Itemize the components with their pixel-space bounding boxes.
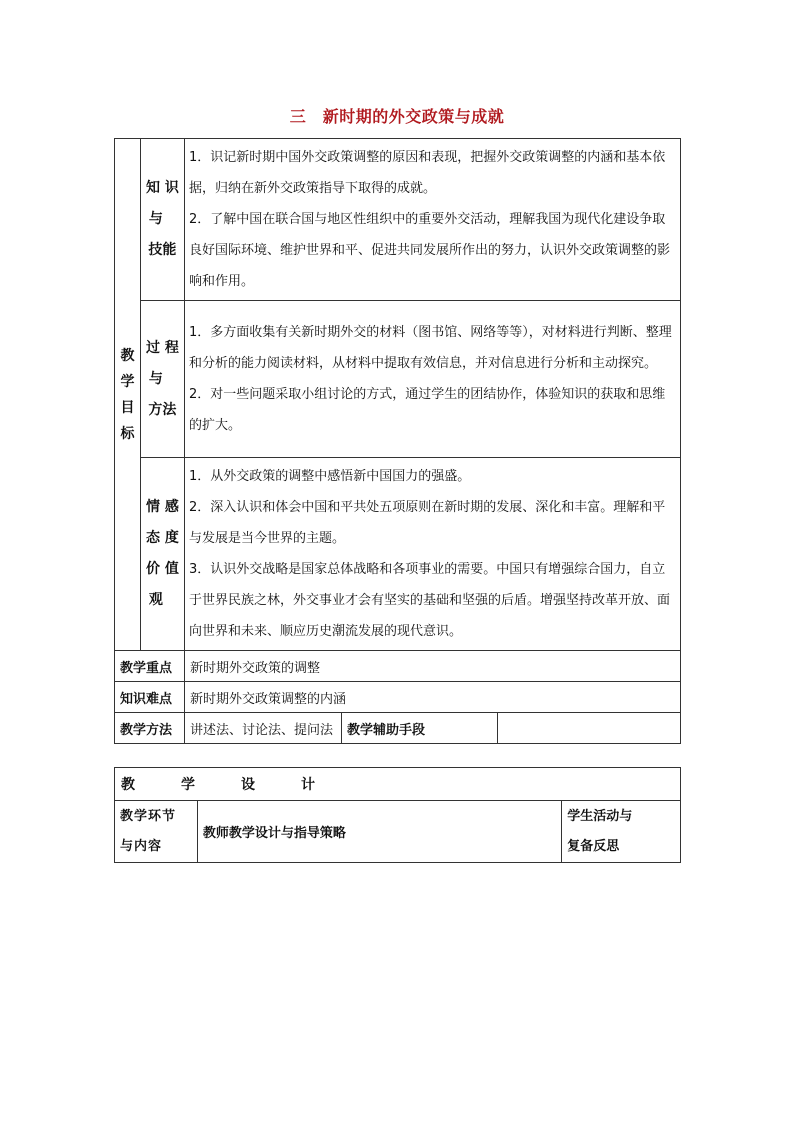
attitude-content	[184, 458, 680, 651]
design-heading	[115, 768, 681, 801]
knowledge-content	[184, 139, 680, 301]
difficulty-label: 知识难点	[115, 682, 185, 713]
process-label	[140, 301, 184, 458]
difficulty-value: 新时期外交政策调整的内涵	[184, 682, 680, 713]
objectives-table	[114, 138, 681, 744]
page-title: 三 新时期的外交政策与成就	[289, 107, 505, 126]
design-col2-header: 教师教学设计与指导策略	[197, 801, 561, 863]
methods-value: 讲述法、讨论法、提问法	[184, 713, 341, 744]
attitude-label	[140, 458, 184, 651]
design-table	[114, 767, 681, 863]
objective-item: 2．了解中国在联合国与地区性组织中的重要外交活动，理解我国为现代化建设争取良好国际环境、维护世界和平、促进共同发展所作出的努力，认识外交政策调整的影响和作用。	[188, 212, 670, 289]
key-point-label: 教学重点	[115, 651, 185, 682]
knowledge-label	[140, 139, 184, 301]
objective-item: 1．识记新时期中国外交政策调整的原因和表现，把握外交政策调整的内涵和基本依据，归纳在新外交政策指导下取得的成就。	[188, 150, 666, 196]
main-label-char: 教	[120, 347, 135, 364]
objective-item: 2．对一些问题采取小组讨论的方式，通过学生的团结协作，体验知识的获取和思维的扩大。	[188, 387, 666, 433]
main-label-char: 学	[120, 373, 135, 390]
header-line: 复备反思	[567, 838, 620, 854]
process-content	[184, 301, 680, 458]
methods-label: 教学方法	[115, 713, 185, 744]
teaching-aid-value	[497, 713, 680, 744]
label-line: 价 值	[145, 561, 179, 577]
objective-item: 1．多方面收集有关新时期外交的材料（图书馆、网络等等），对材料进行判断、整理和分析的能力阅读材料，从材料中提取有效信息，并对信息进行分析和主动探究。	[188, 325, 672, 371]
label-line: 与	[148, 370, 163, 387]
header-line: 教学环节	[120, 808, 177, 824]
label-line: 观	[148, 592, 163, 608]
main-label-char: 目	[120, 399, 135, 416]
heading-char: 设	[241, 777, 255, 793]
design-col1-header	[115, 801, 198, 863]
label-line: 过 程	[145, 339, 179, 356]
key-point-value: 新时期外交政策的调整	[184, 651, 680, 682]
objective-item: 1．从外交政策的调整中感悟新中国国力的强盛。	[188, 469, 471, 484]
heading-char: 计	[301, 777, 315, 793]
label-line: 情 感	[145, 499, 179, 515]
header-line: 学生活动与	[567, 808, 633, 824]
label-line: 与	[148, 211, 163, 227]
label-line: 方法	[148, 401, 177, 418]
main-label-char: 标	[120, 425, 135, 442]
design-col3-header	[562, 801, 681, 863]
header-line: 与内容	[120, 838, 163, 854]
label-line: 技能	[148, 242, 177, 258]
heading-char: 教	[121, 777, 135, 793]
heading-char: 学	[181, 777, 195, 793]
label-line: 态 度	[145, 530, 179, 546]
objective-item: 2．深入认识和体会中国和平共处五项原则在新时期的发展、深化和丰富。理解和平与发展是当今世界的主题。	[188, 500, 666, 546]
label-line: 知 识	[145, 180, 179, 196]
teaching-aid-label: 教学辅助手段	[341, 713, 497, 744]
objective-item: 3．认识外交战略是国家总体战略和各项事业的需要。中国只有增强综合国力，自立于世界民族之林，外交事业才会有坚实的基础和坚强的后盾。增强坚持改革开放、面向世界和未来、顺应历史潮流发展的现代意识。	[188, 562, 670, 639]
objectives-main-label	[115, 139, 141, 651]
